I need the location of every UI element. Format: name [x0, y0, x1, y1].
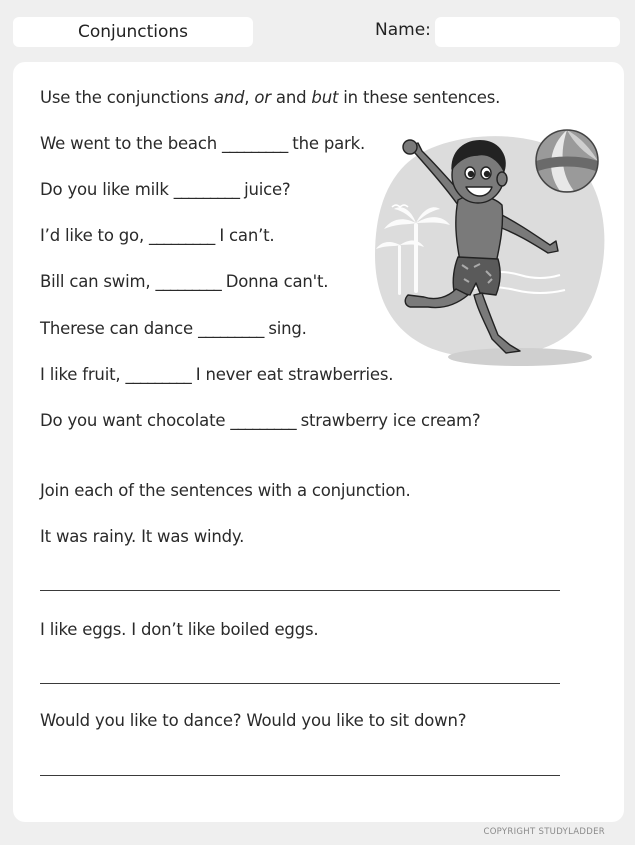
worksheet-title: [13, 17, 253, 47]
fill-sentence-5: Therese can dance _________ sing.: [40, 319, 307, 338]
fill-sentence-2: Do you like milk _________ juice?: [40, 180, 291, 199]
copyright-text: COPYRIGHT STUDYLADDER: [483, 827, 605, 837]
word-and: and: [213, 88, 245, 107]
fill-sentence-1: We went to the beach _________ the park.: [40, 134, 366, 153]
beach-ball-icon: [536, 130, 598, 192]
answer-blank[interactable]: _________: [222, 134, 288, 153]
fill-sentence-4: Bill can swim, _________ Donna can't.: [40, 272, 329, 291]
answer-blank[interactable]: _________: [173, 180, 240, 199]
word-or: or: [254, 88, 271, 107]
instruction-part1: Use the conjunctions and, or and but in these sentences.: [40, 88, 501, 107]
name-label: Name:: [375, 20, 431, 40]
boy-beach-ball-illustration: [370, 125, 610, 375]
name-field[interactable]: [435, 17, 620, 47]
word-but: but: [311, 88, 339, 107]
answer-blank[interactable]: _________: [125, 365, 191, 384]
join-sentence-3: Would you like to dance? Would you like to sit down?: [40, 711, 467, 730]
join-sentence-2: I like eggs. I don’t like boiled eggs.: [40, 620, 319, 639]
answer-line-2[interactable]: [40, 683, 560, 684]
answer-line-1[interactable]: [40, 590, 560, 591]
join-sentence-1: It was rainy. It was windy.: [40, 527, 245, 546]
worksheet-title-text: Conjunctions: [77, 22, 189, 42]
answer-blank[interactable]: _________: [198, 319, 264, 338]
fill-sentence-7: Do you want chocolate _________ strawberry ice cream?: [40, 411, 481, 430]
answer-line-3[interactable]: [40, 775, 560, 776]
answer-blank[interactable]: _________: [155, 272, 221, 291]
answer-blank[interactable]: _________: [230, 411, 296, 430]
fill-sentence-3: I’d like to go, _________ I can’t.: [40, 226, 275, 245]
fill-sentence-6: I like fruit, _________ I never eat strawberries.: [40, 365, 394, 384]
instruction-part2: Join each of the sentences with a conjunction.: [40, 481, 411, 500]
answer-blank[interactable]: _________: [149, 226, 215, 245]
